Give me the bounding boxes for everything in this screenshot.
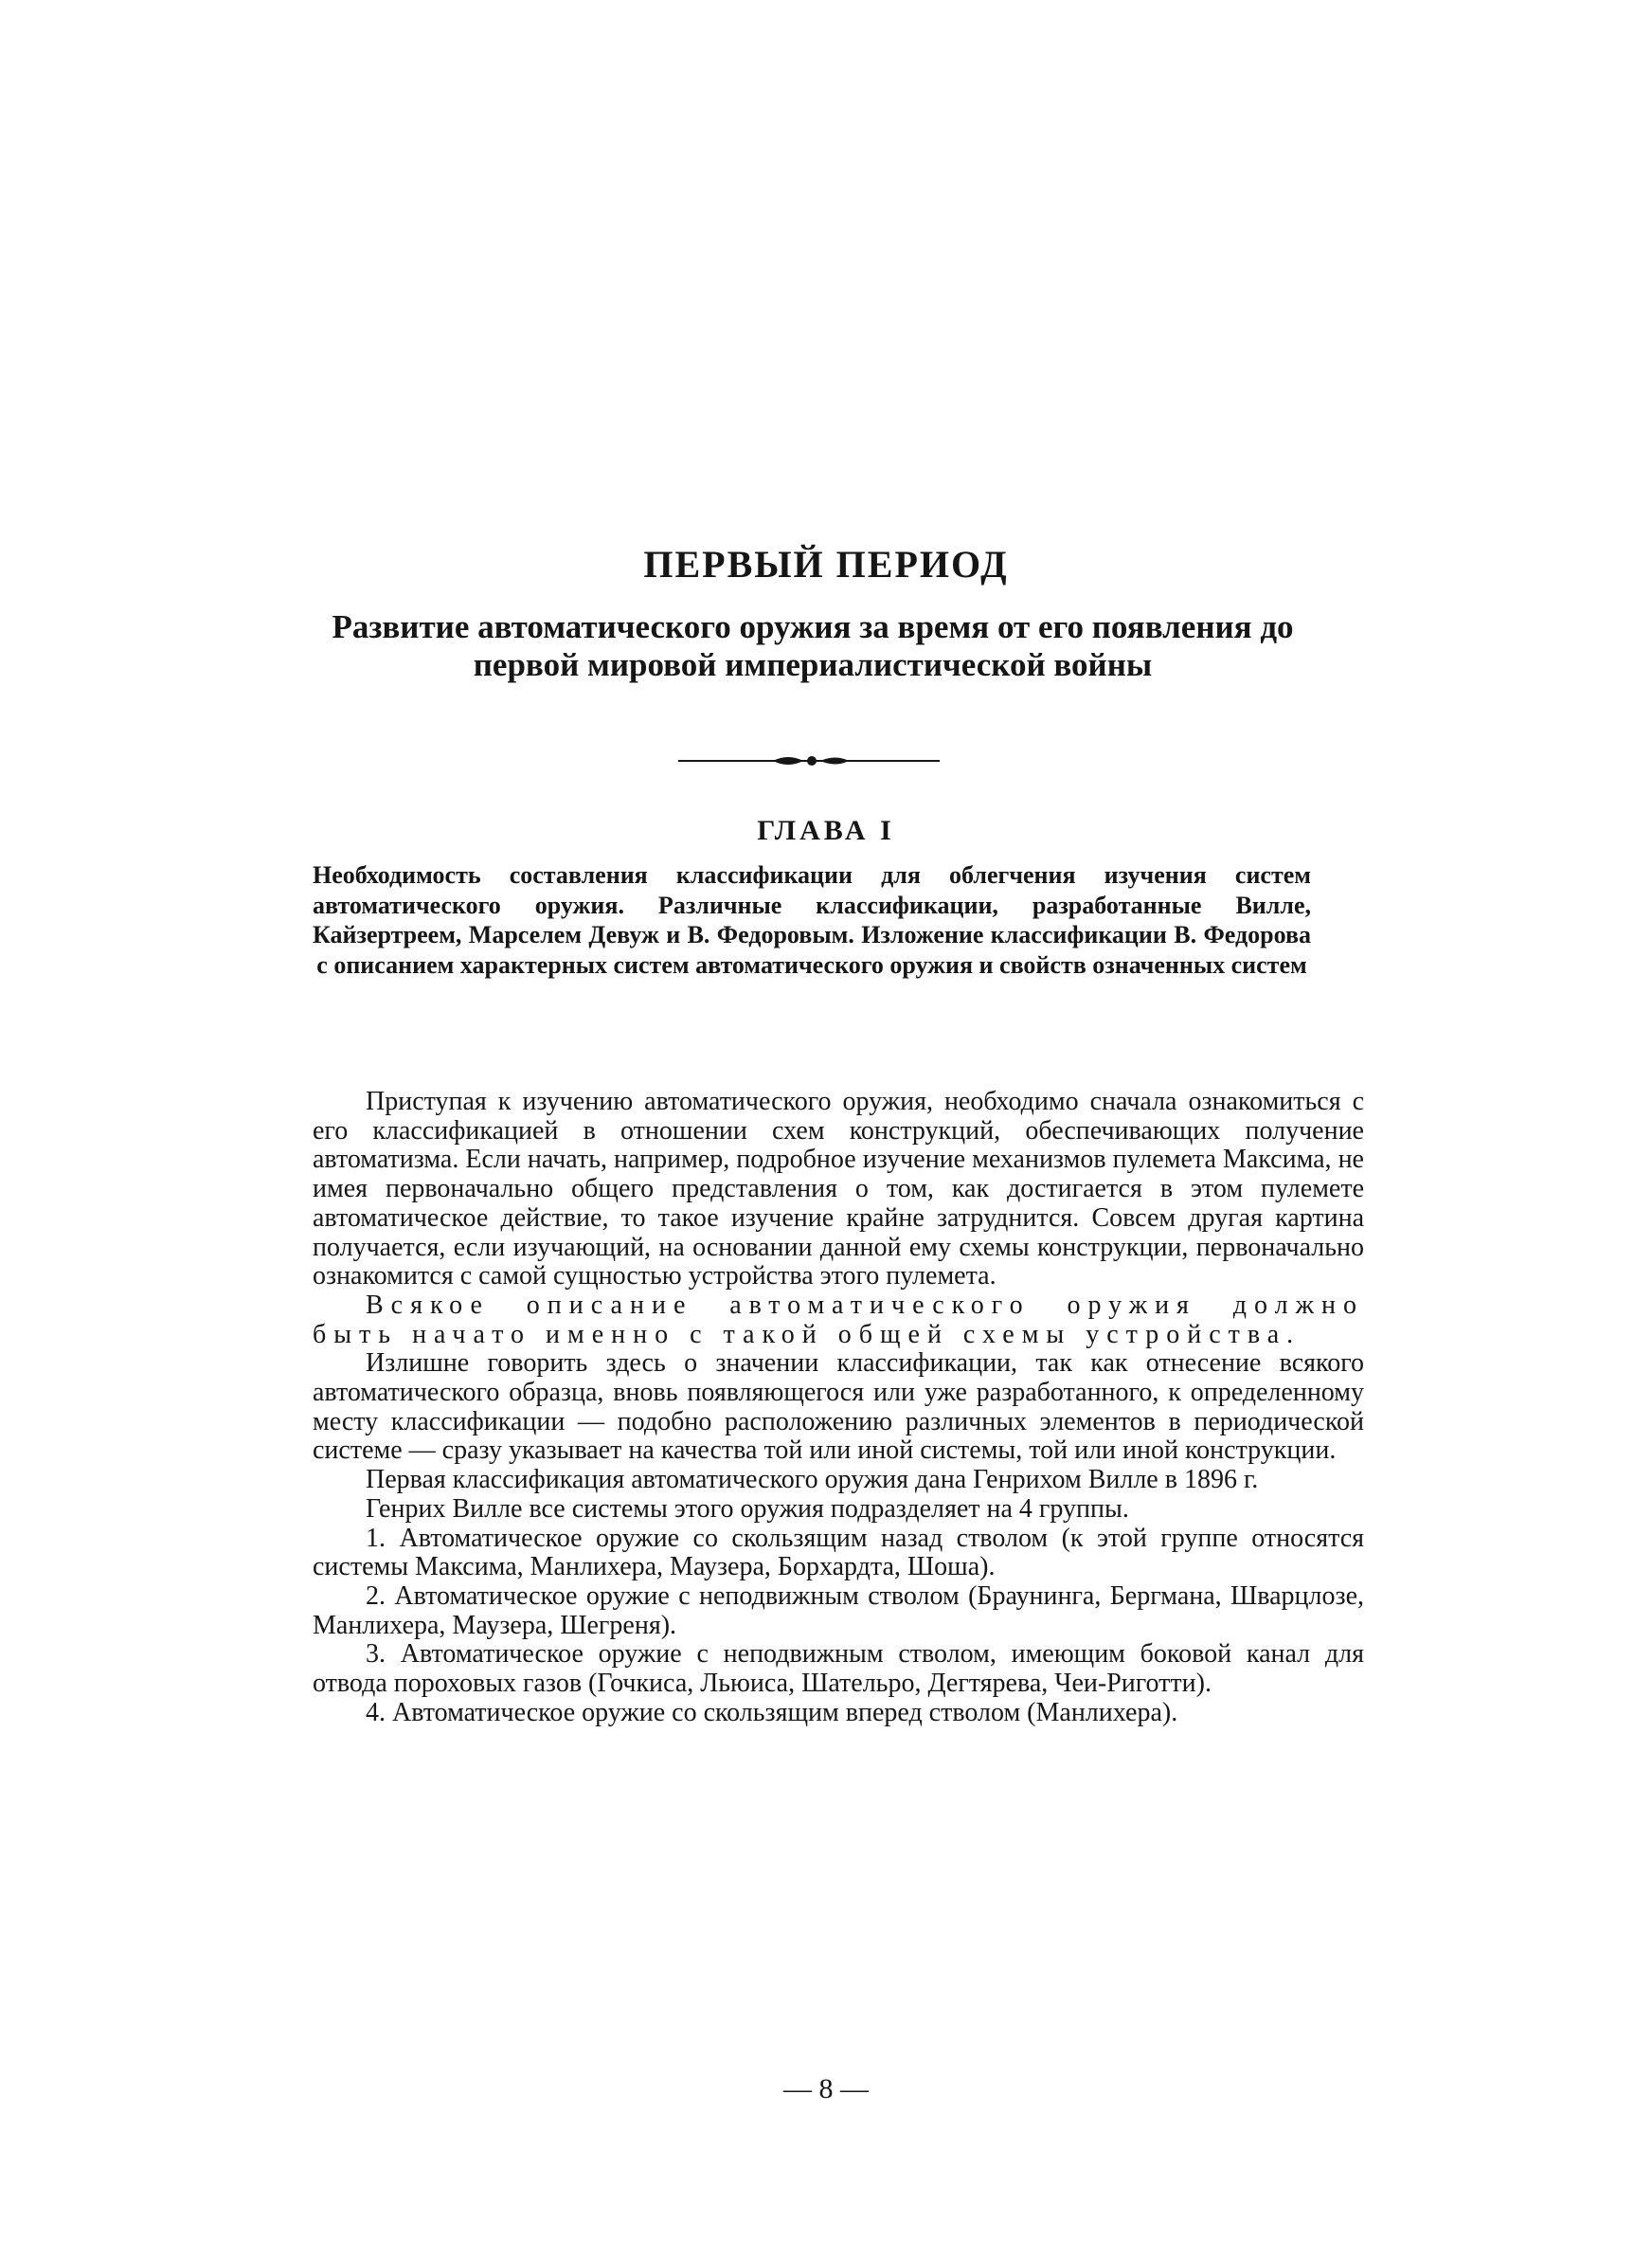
list-item-text: Автоматическое оружие со скользящим вперед стволом (Манлихера).: [392, 1697, 1178, 1727]
list-item-text: Автоматическое оружие с неподвижным стволом (Браунинга, Бергмана, Шварцлозе, Манлихера, Маузера, Шегреня).: [313, 1580, 1364, 1640]
body-text: [313, 1088, 1364, 1727]
paragraph: Приступая к изучению автоматического оружия, необходимо сначала ознакомиться с его классификацией в отношении схем конструкций, обеспечивающих получение автоматизма. Если начать, например, подробное изучение механизмов пулемета Максима, не имея первоначально общего представления о том, как достигается в этом пулемете автоматическое действие, то такое изучение крайне затруднится. Совсем другая картина получается, если изучающий, на основании данной ему схемы конструкции, первоначально ознакомится с самой сущностью устройства этого пулемета.: [313, 1087, 1364, 1291]
list-item-text: Автоматическое оружие с неподвижным стволом, имеющим боковой канал для отвода пороховых газов (Гочкиса, Льюиса, Шательро, Дегтярева, Чеи-Риготти).: [313, 1639, 1364, 1699]
paragraph: Всякое описание автоматического оружия должно быть начато именно с такой общей схемы устройства.: [313, 1290, 1364, 1349]
list-item-number: 4.: [366, 1697, 386, 1727]
list-item-number: 3.: [366, 1639, 386, 1670]
period-subtitle: Развитие автоматического оружия за время от его появления до первой мировой империалистической войны: [332, 608, 1294, 683]
list-item: [313, 1582, 1364, 1640]
list-item: [313, 1640, 1364, 1698]
list-item: [313, 1525, 1364, 1582]
chapter-title: ГЛАВА I: [757, 815, 895, 846]
paragraph: Генрих Вилле все системы этого оружия подразделяет на 4 группы.: [366, 1493, 1129, 1524]
page-number: — 8 —: [783, 2073, 869, 2104]
list-item-text: Автоматическое оружие со скользящим назад стволом (к этой группе относятся системы Максима, Манлихера, Маузера, Борхардта, Шоша).: [313, 1523, 1365, 1582]
period-title: ПЕРВЫЙ ПЕРИОД: [643, 543, 1009, 586]
paragraph: Излишне говорить здесь о значении классификации, так как отнесение всякого автоматического образца, вновь появляющегося или уже разработанного, к определенному месту классификации — подобно расположению различных элементов в периодической системе — сразу указывает на качества той или иной системы, той или иной конструкции.: [313, 1348, 1364, 1466]
chapter-summary: Необходимость составления классификации для облегчения изучения систем автоматического оружия. Различные классификации, разработанные Вилле, Кайзертреем, Марселем Девуж и В. Федоровым. Изложение классификации В. Федорова с описанием характерных систем автоматического оружия и свойств означенных систем: [313, 861, 1311, 979]
ornamental-divider: [678, 749, 940, 772]
list-item-number: 2.: [366, 1580, 386, 1611]
list-item: [313, 1699, 1364, 1728]
list-item-number: 1.: [366, 1523, 386, 1553]
paragraph: Первая классификация автоматического оружия дана Генрихом Вилле в 1896 г.: [366, 1465, 1259, 1495]
